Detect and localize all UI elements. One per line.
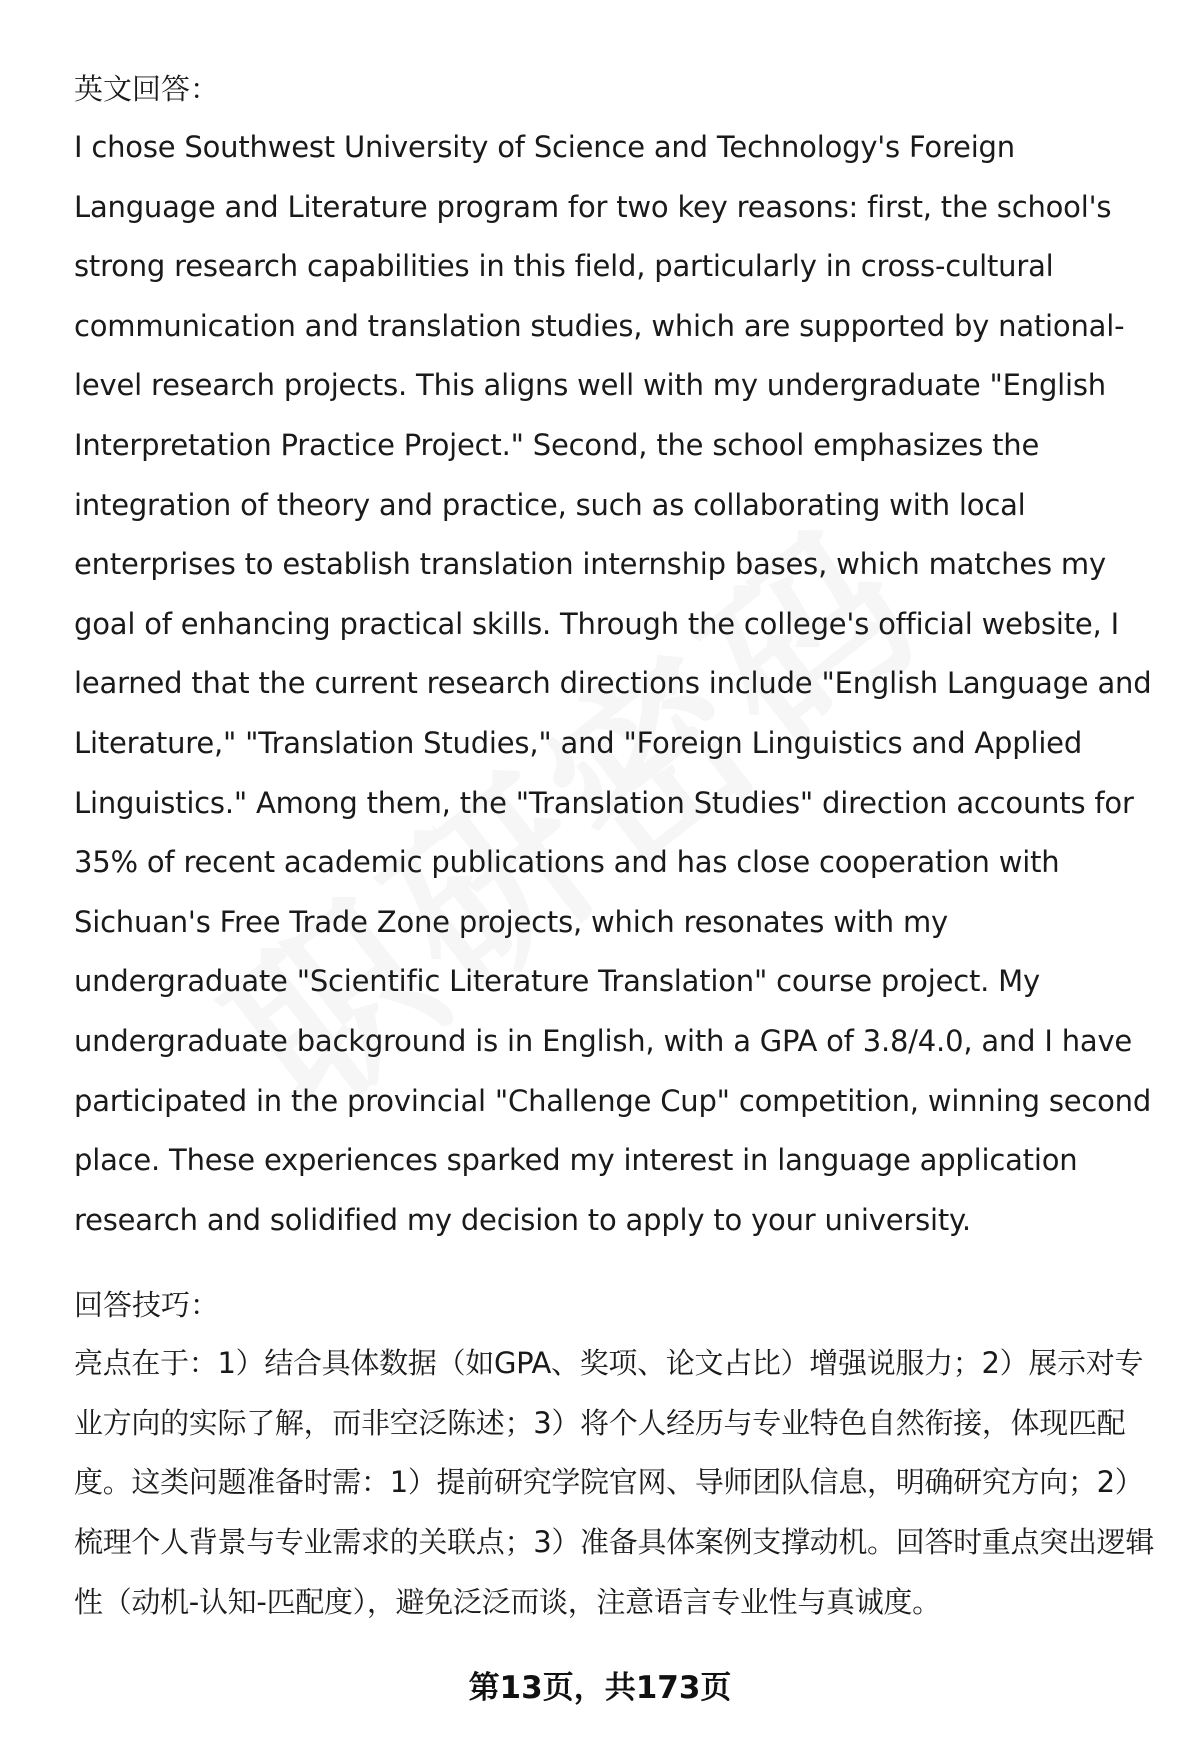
page-number: 第13页，共173页: [468, 1670, 732, 1706]
answer-heading: 英文回答：: [74, 72, 220, 106]
tips-heading: 回答技巧：: [74, 1288, 220, 1323]
tips-body: 亮点在于：1）结合具体数据（如GPA、奖项、论文占比）增强说服力；2）展示对专业方向的实际了解，而非空泛陈述；3）将个人经历与专业特色自然衔接，体现匹配度。这类问题准备时需：1）提前研究学院官网、导师团队信息，明确研究方向；2）梳理个人背景与专业需求的关联点；3）准备具体案例支撑动机。回答时重点突出逻辑性（动机-认知-匹配度），避免泛泛而谈，注意语言专业性与真诚度。: [74, 1346, 1155, 1619]
document-page: [74, 60, 1160, 1632]
answer-body: I chose Southwest University of Science and Technology's Foreign Language and Literature program for two key reasons: first, the school's strong research capabilities in this field, particularly in cross-cultural communication and translation studies, which are supported by national-level research projects. This aligns well with my undergraduate "English Interpretation Practice Project." Second, the school emphasizes the integration of theory and practice, such as collaborating with local enterprises to establish translation internship bases, which matches my goal of enhancing practical skills. Through the college's official website, I learned that the current research directions include "English Language and Literature," "Translation Studies," and "Foreign Linguistics and Applied Linguistics." Among them, the "Translation Studies" direction accounts for 35% of recent academic publications and has close cooperation with Sichuan's Free Trade Zone projects, which resonates with my undergraduate "Scientific Literature Translation" course project. My undergraduate background is in English, with a GPA of 3.8/4.0, and I have participated in the provincial "Challenge Cup" competition, winning second place. These experiences sparked my interest in language application research and solidified my decision to apply to your university.: [74, 130, 1152, 1237]
